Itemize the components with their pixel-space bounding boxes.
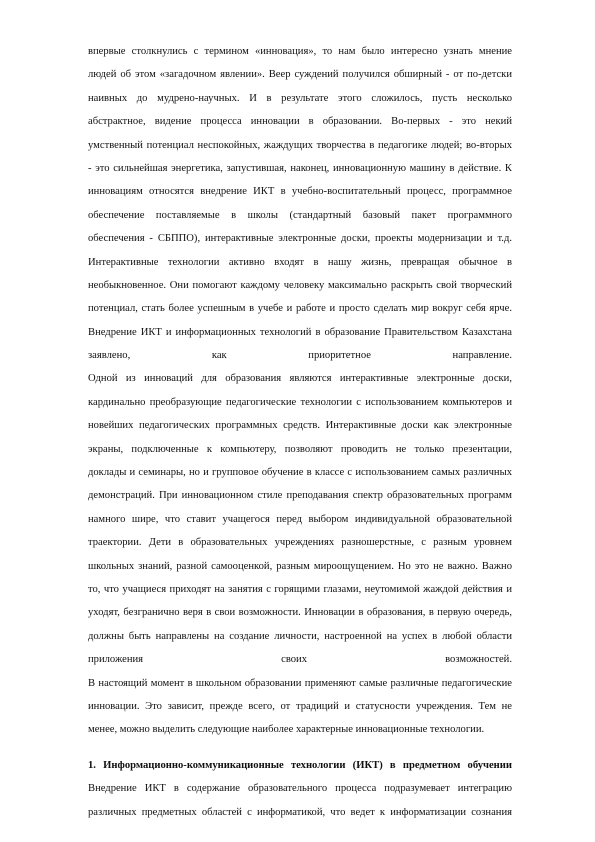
text-line: доклады и семинары, но и групповое обучение в классе с использованием самых различных (88, 467, 512, 479)
text-line: заявлено, как приоритетное направление. (88, 350, 512, 362)
text-line: - это сильнейшая энергетика, запустившая, наконец, инновационную машину в действие. К (88, 162, 512, 174)
text-line: наивных до мудрено-научных. И в результате этого сложилось, пусть несколько (88, 92, 512, 104)
text-line: абстрактное, видение процесса инновации в образовании. Во-первых - это некий (88, 116, 512, 128)
section-text (88, 777, 512, 824)
text-line: траектории. Дети в образовательных учреждениях разношерстные, с разным уровнем (88, 537, 512, 549)
text-line: людей об этом «загадочном явлении». Веер суждений получился обширный - от по-детски (88, 69, 512, 81)
text-line: должны быть направлены на создание личности, настроенной на успех в любой области (88, 630, 512, 642)
section-gap (88, 742, 512, 754)
text-line: необыкновенное. Они помогают каждому человеку максимально раскрыть свой творческий (88, 279, 512, 291)
text-line: обеспечение поставляемые в школы (стандартный базовый пакет программного (88, 209, 512, 221)
body-text (88, 40, 512, 742)
text-line: экраны, подключенные к компьютеру, позволяют проводить не только презентации, (88, 443, 512, 455)
document-page (88, 40, 512, 824)
text-line: В настоящий момент в школьном образовании применяют самые различные педагогические (88, 677, 512, 689)
text-line: кардинально преобразующие педагогические технологии с использованием компьютеров и (88, 396, 512, 408)
text-line: уходят, безгранично веря в свои возможности. Инновации в образования, в первую очередь, (88, 607, 512, 619)
text-line: Внедрение ИКТ и информационных технологий в образование Правительством Казахстана (88, 326, 512, 338)
text-line: впервые столкнулись с термином «инновация», то нам было интересно узнать мнение (88, 46, 512, 57)
section-heading: 1. Информационно-коммуникационные технологии (ИКТ) в предметном обучении (88, 759, 512, 771)
text-line: потенциал, стать более успешным в учебе и работе и просто сделать мир вокруг себя ярче. (88, 303, 512, 315)
text-line: Внедрение ИКТ в содержание образовательного процесса подразумевает интеграцию (88, 783, 512, 795)
text-line: намного шире, что ставит учащегося перед выбором индивидуальной образовательной (88, 513, 512, 525)
text-line: демонстраций. При инновационном стиле преподавания спектр образовательных программ (88, 490, 512, 502)
text-line: обеспечения - СБППО), интерактивные электронные доски, проекты модернизации и т.д. (88, 233, 512, 245)
text-line: школьных знаний, разной самооценкой, разным мироощущением. Но это не важно. Важно (88, 560, 512, 572)
text-line: различных предметных областей с информатикой, что ведет к информатизации сознания (88, 806, 512, 818)
text-line: Одной из инноваций для образования являются интерактивные электронные доски, (88, 373, 512, 385)
text-line: умственный потенциал неспокойных, жаждущих творчества в педагогике людей; во-вторых (88, 139, 512, 151)
text-line: то, что учащиеся приходят на занятия с горящими глазами, неутомимой жаждой действия и (88, 583, 512, 595)
text-line: Интерактивные технологии активно входят в нашу жизнь, превращая обычное в (88, 256, 512, 268)
text-line: инновации. Это зависит, прежде всего, от традиций и статусности учреждения. Тем не (88, 700, 512, 712)
text-line: новейших педагогических программных средств. Интерактивные доски как электронные (88, 420, 512, 432)
text-line: инновациям относятся внедрение ИКТ в учебно-воспитательный процесс, программное (88, 186, 512, 198)
text-line: менее, можно выделить следующие наиболее характерные инновационные технологии. (88, 724, 485, 736)
text-line: приложения своих возможностей. (88, 654, 512, 666)
